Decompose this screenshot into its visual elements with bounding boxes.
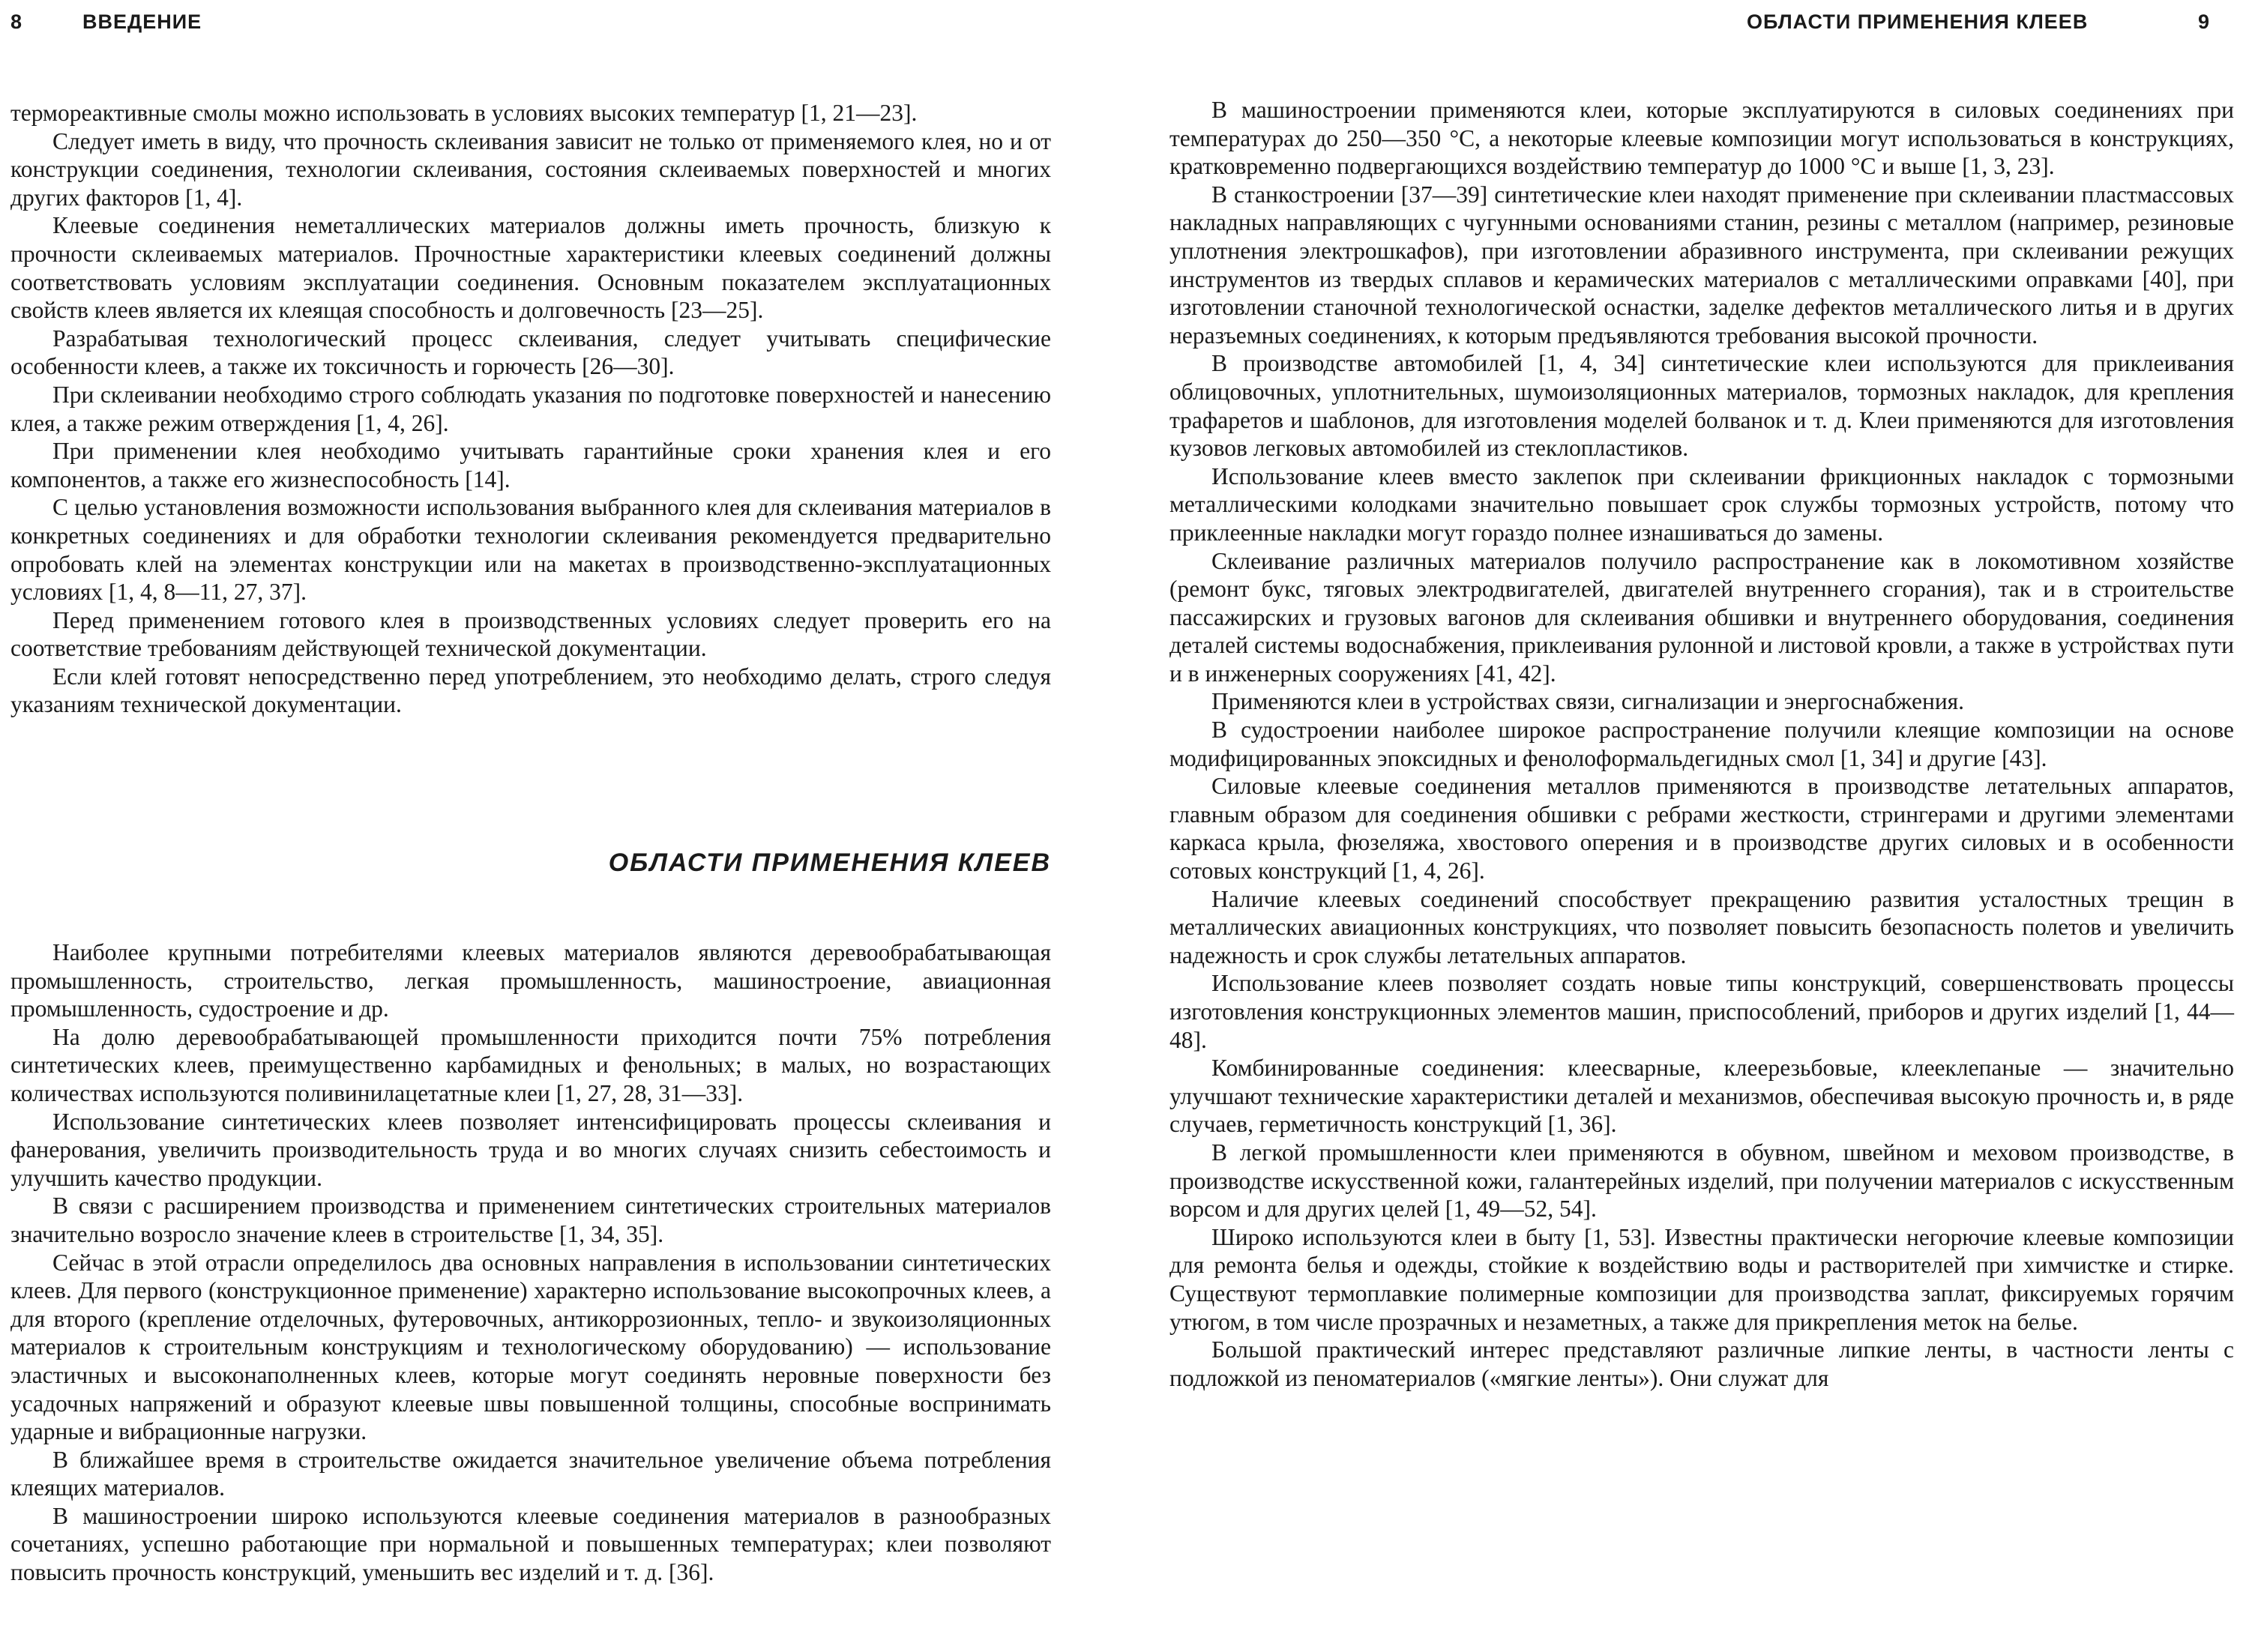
- paragraph: Клеевые соединения неметаллических материалов должны иметь прочность, близкую к прочности склеиваемых материалов. Прочностные характеристики клеевых соединений должны соответствовать условиям эксплуатации соединения. Основным показателем эксплуатационных свойств клеев является их клеящая способность и долговечность [23—25].: [10, 212, 1051, 324]
- paragraph: Использование клеев вместо заклепок при склеивании фрикционных накладок с тормозными металлическими колодками значительно повышает срок службы тормозных устройств, потому что приклеенные накладки могут гораздо полнее изнашиваться до замены.: [1169, 462, 2234, 546]
- paragraph: Наличие клеевых соединений способствует прекращению развития усталостных трещин в металлических авиационных конструкциях, что позволяет повысить безопасность полетов и увеличить надежность и срок службы летательных аппаратов.: [1169, 885, 2234, 968]
- paragraph: Перед применением готового клея в производственных условиях следует проверить его на соответствие требованиям действующей технической документации.: [10, 606, 1051, 662]
- paragraph: Склеивание различных материалов получило распространение как в локомотивном хозяйстве (ремонт букс, тяговых электродвигателей, двигателей внутреннего сгорания), так и в строительстве пассажирских и грузовых вагонов для склеивания обшивки и внутреннего оборудования, соединения деталей системы водоснабжения, приклеивания рулонной и листовой кровли, а также в устройствах пути и в инженерных сооружениях [41, 42].: [1169, 547, 2234, 687]
- paragraph: С целью установления возможности использования выбранного клея для склеивания материалов в конкретных соединениях и для обработки технологии склеивания рекомендуется предварительно опробовать клей на элементах конструкции или на макетах в производственно-эксплуатационных условиях [1, 4, 8—11, 27, 37].: [10, 494, 1051, 606]
- paragraph: При применении клея необходимо учитывать гарантийные сроки хранения клея и его компонентов, а также его жизнеспособность [14].: [10, 438, 1051, 492]
- running-head: ОБЛАСТИ ПРИМЕНЕНИЯ КЛЕЕВ: [1747, 10, 2089, 33]
- paragraph: Использование синтетических клеев позволяет интенсифицировать процессы склеивания и фанерования, увеличить производительность труда и во многих случаях снизить себестоимость и улучшить качество продукции.: [10, 1108, 1051, 1191]
- right-page: [1169, 0, 2243, 1652]
- text-block-bottom: [10, 938, 1051, 1587]
- paragraph: Комбинированные соединения: клеесварные, клеерезьбовые, клееклепаные — значительно улучшают технические характеристики деталей и механизмов, обеспечивая высокую прочность и, в ряде случаев, герметичность конструкций [1, 36].: [1169, 1055, 2234, 1138]
- paragraph: При склеивании необходимо строго соблюдать указания по подготовке поверхностей и нанесению клея, а также режим отверждения [1, 4, 26].: [10, 381, 1051, 436]
- text-block-top: [10, 99, 1051, 719]
- paragraph: В ближайшее время в строительстве ожидается значительное увеличение объема потребления клеящих материалов.: [10, 1446, 1051, 1501]
- paragraph: В станкостроении [37—39] синтетические клеи находят применение при склеивании пластмассовых накладных направляющих с чугунными основаниями станин, резины с металлом (например, резиновые уплотнения электрошкафов), при изготовлении абразивного инструмента, при склеивании режущих инструментов из твердых сплавов и керамических материалов с металлическими оправками [40], при изготовлении станочной технологической оснастки, заделке дефектов металлического литья и в других неразъемных соединениях, к которым предъявляются требования высокой прочности.: [1169, 181, 2234, 349]
- paragraph: Если клей готовят непосредственно перед употреблением, это необходимо делать, строго следуя указаниям технической документации.: [10, 663, 1051, 718]
- section-heading: ОБЛАСТИ ПРИМЕНЕНИЯ КЛЕЕВ: [608, 848, 1051, 877]
- page-number: 8: [10, 10, 23, 33]
- paragraph: В связи с расширением производства и применением синтетических строительных материалов значительно возросло значение клеев в строительстве [1, 34, 35].: [10, 1193, 1051, 1247]
- paragraph: На долю деревообрабатывающей промышленности приходится почти 75% потребления синтетических клеев, преимущественно карбамидных и фенольных; в малых, но возрастающих количествах используются поливинилацетатные клеи [1, 27, 28, 31—33].: [10, 1023, 1051, 1106]
- paragraph: В производстве автомобилей [1, 4, 34] синтетические клеи используются для приклеивания облицовочных, уплотнительных, шумоизоляционных материалов, тормозных накладок, для крепления трафаретов и шаблонов, для изготовления моделей болванок и т. д. Клеи применяются для изготовления кузовов легковых автомобилей из стеклопластиков.: [1169, 350, 2234, 462]
- paragraph: Применяются клеи в устройствах связи, сигнализации и энергоснабжения.: [1211, 688, 1965, 715]
- paragraph: термореактивные смолы можно использовать в условиях высоких температур [1, 21—23].: [10, 100, 918, 126]
- paragraph: Широко используются клеи в быту [1, 53]. Известны практически негорючие клеевые композиции для ремонта белья и одежды, стойкие к воздействию воды и растворителей при химчистке и стирке. Существуют термоплавкие полимерные композиции для производства заплат, фиксируемых горячим утюгом, в том числе прозрачных и незаметных, а также для прикрепления меток на белье.: [1169, 1223, 2234, 1335]
- left-page: [0, 0, 1110, 1652]
- text-block: [1169, 96, 2234, 1392]
- paragraph: Большой практический интерес представляют различные липкие ленты, в частности ленты с подложкой из пеноматериалов («мягкие ленты»). Они служат для: [1169, 1336, 2234, 1391]
- paragraph: В машиностроении применяются клеи, которые эксплуатируются в силовых соединениях при температурах до 250—350 °С, а некоторые клеевые композиции могут использоваться в конструкциях, кратковременно подвергающихся воздействию температур до 1000 °С и выше [1, 3, 23].: [1169, 97, 2234, 180]
- paragraph: Наиболее крупными потребителями клеевых материалов являются деревообрабатывающая промышленность, строительство, легкая промышленность, машиностроение, авиационная промышленность, судостроение и др.: [10, 939, 1051, 1022]
- paragraph: Следует иметь в виду, что прочность склеивания зависит не только от применяемого клея, но и от конструкции соединения, технологии склеивания, состояния склеиваемых поверхностей и многих других факторов [1, 4].: [10, 127, 1051, 211]
- running-head: ВВЕДЕНИЕ: [82, 10, 202, 33]
- paragraph: В машиностроении широко используются клеевые соединения материалов в разнообразных сочетаниях, успешно работающие при нормальной и повышенных температурах; клеи позволяют повысить прочность конструкций, уменьшить вес изделий и т. д. [36].: [10, 1502, 1051, 1586]
- paragraph: Силовые клеевые соединения металлов применяются в производстве летательных аппаратов, главным образом для соединения обшивки с ребрами жесткости, стрингерами и другими элементами каркаса крыла, фюзеляжа, хвостового оперения и в производстве других силовых и в особенности сотовых конструкций [1, 4, 26].: [1169, 773, 2234, 884]
- paragraph: В судостроении наиболее широкое распространение получили клеящие композиции на основе модифицированных эпоксидных и фенолоформальдегидных смол [1, 34] и другие [43].: [1169, 717, 2234, 771]
- paragraph: Разрабатывая технологический процесс склеивания, следует учитывать специфические особенности клеев, а также их токсичность и горючесть [26—30].: [10, 325, 1051, 380]
- paragraph: В легкой промышленности клеи применяются в обувном, швейном и меховом производстве, в производстве искусственной кожи, галантерейных изделий, при получении материалов с искусственным ворсом и для других целей [1, 49—52, 54].: [1169, 1139, 2234, 1223]
- paragraph: Использование клеев позволяет создать новые типы конструкций, совершенствовать процессы изготовления конструкционных элементов машин, приспособлений, приборов и других изделий [1, 44—48].: [1169, 970, 2234, 1053]
- paragraph: Сейчас в этой отрасли определилось два основных направления в использовании синтетических клеев. Для первого (конструкционное применение) характерно использование высокопрочных клеев, а для второго (крепление отделочных, футеровочных, антикоррозионных, тепло- и звукоизоляционных материалов к строительным конструкциям и технологическому оборудованию) — использование эластичных и высоконаполненных клеев, которые могут соединять неровные поверхности без усадочных напряжений и образуют клеевые швы повышенной толщины, способные воспринимать ударные и вибрационные нагрузки.: [10, 1249, 1051, 1445]
- page-number: 9: [2198, 10, 2211, 33]
